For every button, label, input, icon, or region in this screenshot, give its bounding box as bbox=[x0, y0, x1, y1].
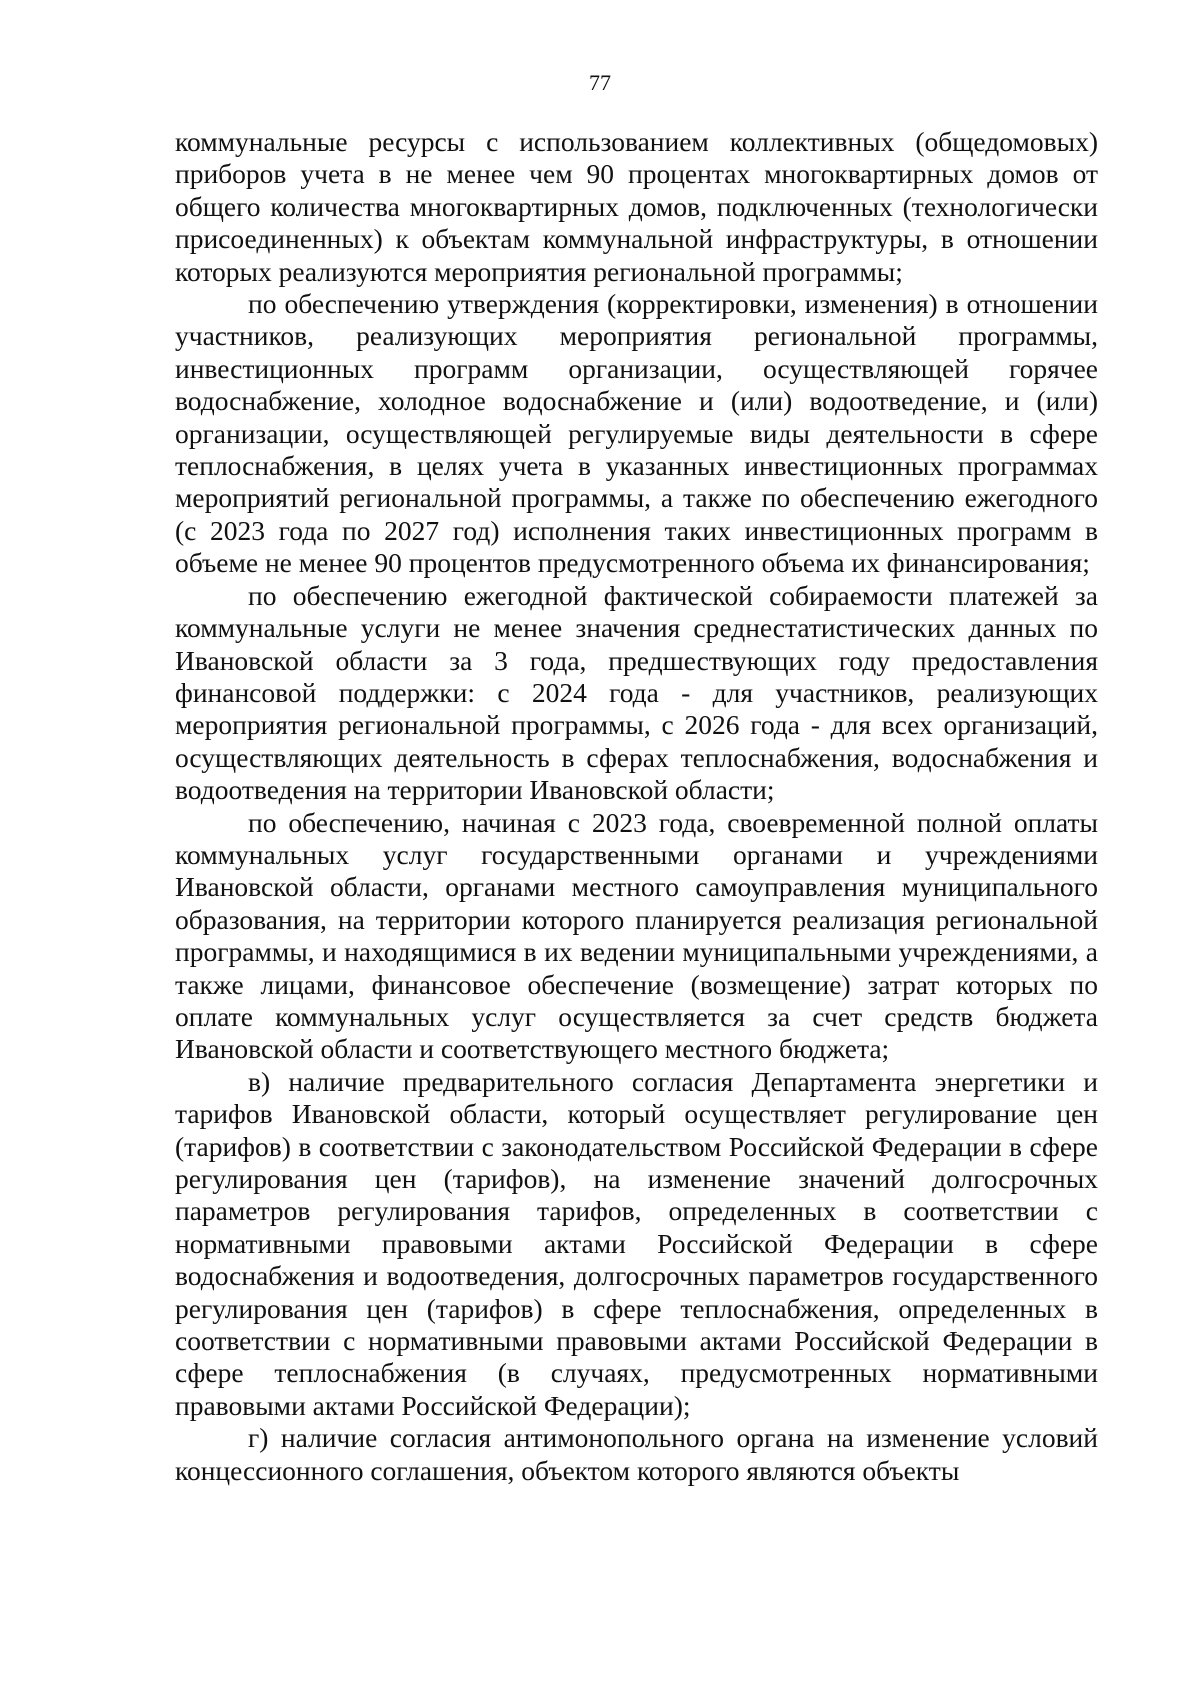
paragraph-2: по обеспечению утверждения (корректировки, изменения) в отношении участников, реализующих мероприятия региональной программы, инвестиционных программ организации, осуществляющей горячее водоснабжение, холодное водоснабжение и (или) водоотведение, и (или) организации, осуществляющей регулируемые виды деятельности в сфере теплоснабжения, в целях учета в указанных инвестиционных программах мероприятий региональной программы, а также по обеспечению ежегодного (с 2023 года по 2027 год) исполнения таких инвестиционных программ в объеме не менее 90 процентов предусмотренного объема их финансирования; bbox=[175, 288, 1098, 579]
paragraph-6: г) наличие согласия антимонопольного органа на изменение условий концессионного соглашения, объектом которого являются объекты bbox=[175, 1422, 1098, 1486]
paragraph-1: коммунальные ресурсы с использованием коллективных (общедомовых) приборов учета в не менее чем 90 процентах многоквартирных домов от общего количества многоквартирных домов, подключенных (технологически присоединенных) к объектам коммунальной инфраструктуры, в отношении которых реализуются мероприятия региональной программы; bbox=[175, 126, 1098, 287]
paragraph-4: по обеспечению, начиная с 2023 года, своевременной полной оплаты коммунальных услуг государственными органами и учреждениями Ивановской области, органами местного самоуправления муниципального образования, на территории которого планируется реализация региональной программы, и находящимися в их ведении муниципальными учреждениями, а также лицами, финансовое обеспечение (возмещение) затрат которых по оплате коммунальных услуг осуществляется за счет средств бюджета Ивановской области и соответствующего местного бюджета; bbox=[175, 806, 1098, 1065]
document-body bbox=[175, 126, 1098, 1487]
paragraph-3: по обеспечению ежегодной фактической собираемости платежей за коммунальные услуги не менее значения среднестатистических данных по Ивановской области за 3 года, предшествующих году предоставления финансовой поддержки: с 2024 года - для участников, реализующих мероприятия региональной программы, с 2026 года - для всех организаций, осуществляющих деятельность в сферах теплоснабжения, водоснабжения и водоотведения на территории Ивановской области; bbox=[175, 579, 1098, 806]
page-number: 77 bbox=[589, 70, 611, 95]
paragraph-5: в) наличие предварительного согласия Департамента энергетики и тарифов Ивановской области, который осуществляет регулирование цен (тарифов) в соответствии с законодательством Российской Федерации в сфере регулирования цен (тарифов), на изменение значений долгосрочных параметров регулирования тарифов, определенных в соответствии с нормативными правовыми актами Российской Федерации в сфере водоснабжения и водоотведения, долгосрочных параметров государственного регулирования цен (тарифов) в сфере теплоснабжения, определенных в соответствии с нормативными правовыми актами Российской Федерации в сфере теплоснабжения (в случаях, предусмотренных нормативными правовыми актами Российской Федерации); bbox=[175, 1065, 1098, 1421]
